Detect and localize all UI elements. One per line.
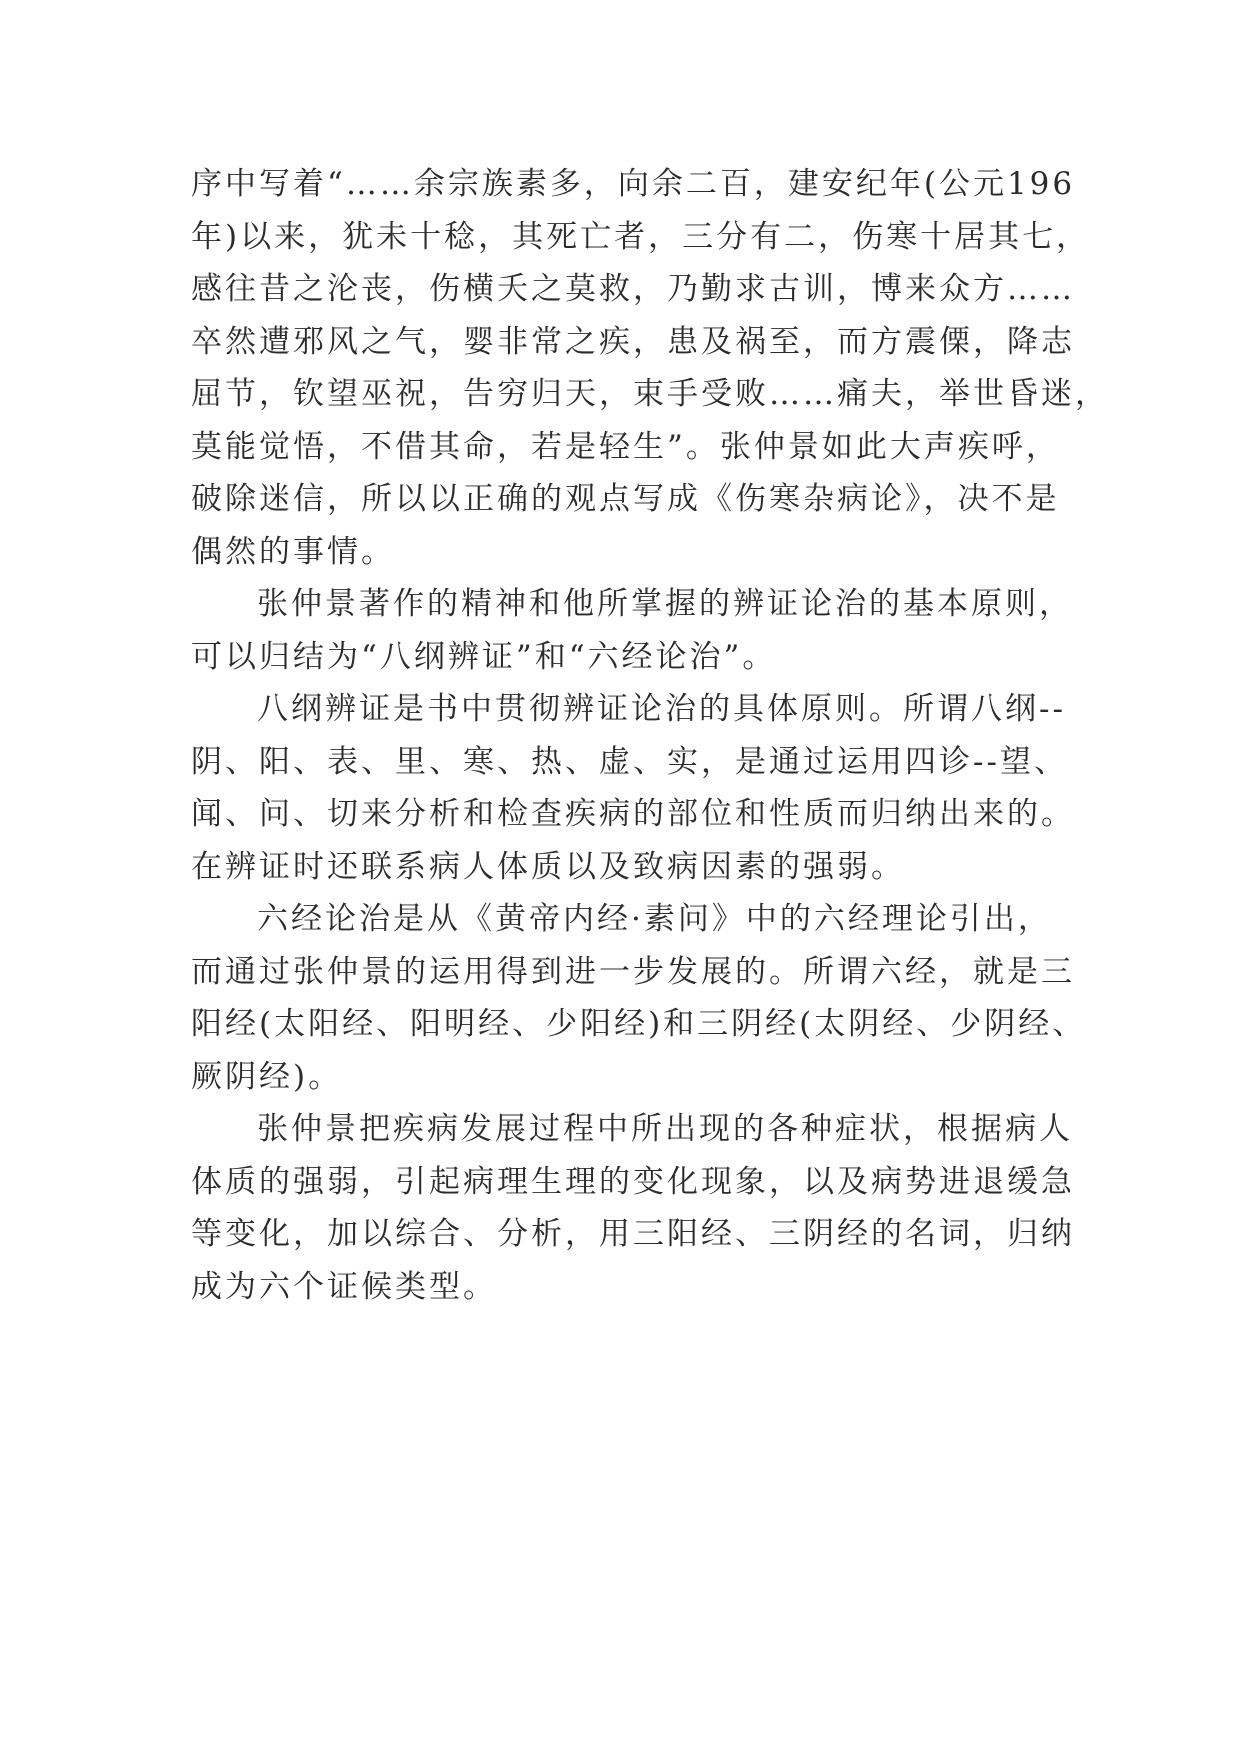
text-line: 屈节，钦望巫祝，告穷归天，束手受败……痛夫，举世昏迷， bbox=[191, 376, 1109, 412]
text-line: 闻、问、切来分析和检查疾病的部位和性质而归纳出来的。 bbox=[191, 796, 1075, 832]
text-line: 序中写着“……余宗族素多，向余二百，建安纪年(公元196 bbox=[191, 166, 1076, 202]
text-line: 厥阴经)。 bbox=[191, 1058, 343, 1095]
document-body bbox=[191, 158, 1109, 1313]
text-line: 年)以来，犹未十稔，其死亡者，三分有二，伤寒十居其七， bbox=[191, 218, 1091, 255]
text-line: 等变化，加以综合、分析，用三阳经、三阴经的名词，归纳 bbox=[191, 1216, 1075, 1252]
text-line: 张仲景把疾病发展过程中所出现的各种症状，根据病人 bbox=[257, 1111, 1073, 1147]
text-line: 阴、阳、表、里、寒、热、虚、实，是通过运用四诊--望、 bbox=[191, 743, 1068, 780]
paragraph-eight-principles bbox=[191, 683, 1075, 893]
text-line: 阳经(太阳经、阳明经、少阳经)和三阴经(太阴经、少阴经、 bbox=[191, 1006, 1087, 1042]
text-line: 破除迷信，所以以正确的观点写成《伤寒杂病论》，决不是 bbox=[191, 481, 1060, 517]
paragraph-preface-quote bbox=[191, 158, 1109, 578]
text-line: 成为六个证候类型。 bbox=[191, 1268, 497, 1305]
text-line: 体质的强弱，引起病理生理的变化现象，以及病势进退缓急 bbox=[191, 1163, 1075, 1200]
text-line: 卒然遭邪风之气，婴非常之疾，患及祸至，而方震傈，降志 bbox=[191, 323, 1075, 360]
text-line: 八纲辨证是书中贯彻辨证论治的具体原则。所谓八纲-- bbox=[257, 691, 1066, 727]
paragraph-principles bbox=[191, 578, 1071, 683]
text-line: 感往昔之沦丧，伤横夭之莫救，乃勤求古训，博来众方…… bbox=[191, 271, 1075, 307]
text-line: 在辨证时还联系病人体质以及致病因素的强弱。 bbox=[191, 848, 905, 885]
paragraph-six-channels bbox=[191, 893, 1087, 1103]
text-line: 偶然的事情。 bbox=[191, 533, 395, 570]
text-line: 而通过张仲景的运用得到进一步发展的。所谓六经，就是三 bbox=[191, 953, 1075, 990]
text-line: 可以归结为“八纲辨证”和“六经论治”。 bbox=[191, 638, 777, 675]
text-line: 六经论治是从《黄帝内经·素问》中的六经理论引出， bbox=[257, 901, 1052, 937]
text-line: 莫能觉悟，不借其命，若是轻生”。张仲景如此大声疾呼， bbox=[191, 428, 1060, 465]
paragraph-syndrome-types bbox=[191, 1103, 1075, 1313]
text-line: 张仲景著作的精神和他所掌握的辨证论治的基本原则， bbox=[257, 586, 1073, 622]
